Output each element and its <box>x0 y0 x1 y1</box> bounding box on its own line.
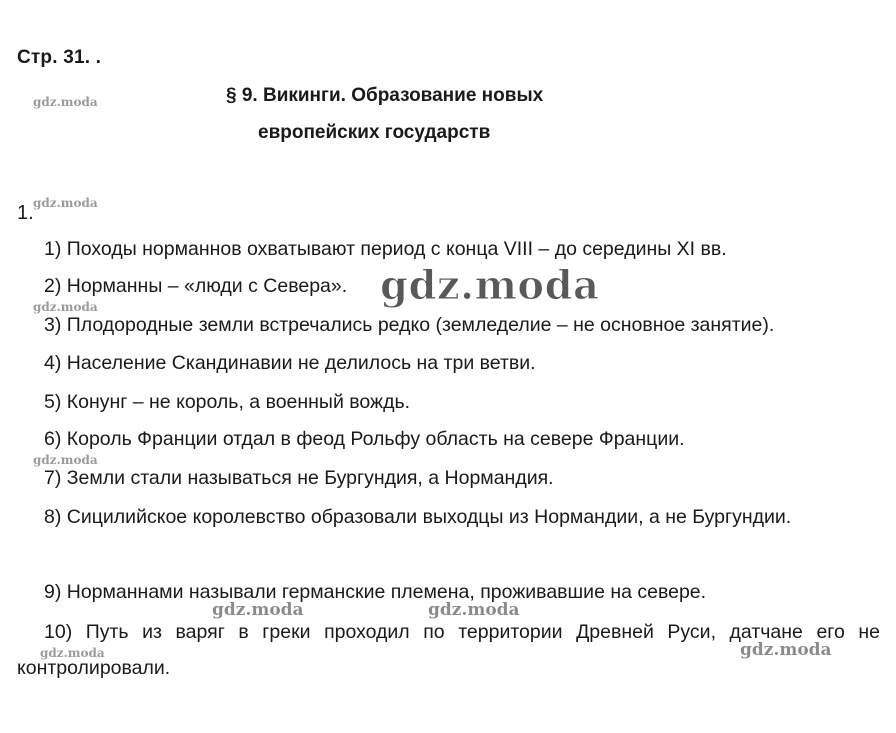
task-number: 1. <box>17 202 34 224</box>
watermark-logo: gdz.moda <box>40 646 105 660</box>
answer-item-6: 6) Король Франции отдал в феод Рольфу область на севере Франции. <box>44 428 685 450</box>
answer-item-4: 4) Население Скандинавии не делилось на три ветви. <box>44 352 536 374</box>
watermark-logo: gdz.moda <box>212 600 304 620</box>
answer-item-9: 9) Норманнами называли германские племена, проживавшие на севере. <box>44 581 707 603</box>
answer-item-5: 5) Конунг – не король, а военный вождь. <box>44 391 411 413</box>
answer-item-3: 3) Плодородные земли встречались редко (земледелие – не основное занятие). <box>44 314 775 336</box>
watermark-logo-large: gdz.moda <box>380 262 600 309</box>
watermark-logo: gdz.moda <box>740 640 832 660</box>
answer-item-2: 2) Норманны – «люди с Севера». <box>44 275 348 297</box>
watermark-logo: gdz.moda <box>33 196 98 210</box>
answer-item-7: 7) Земли стали называться не Бургундия, а Нормандия. <box>44 467 554 489</box>
watermark-logo: gdz.moda <box>33 453 98 467</box>
page-label: Стр. 31. . <box>17 47 102 68</box>
section-title-line-1: § 9. Викинги. Образование новых <box>226 85 544 106</box>
answer-item-1: 1) Походы норманнов охватывают период с конца VIII – до середины XI вв. <box>44 238 727 260</box>
watermark-logo: gdz.moda <box>33 95 98 109</box>
watermark-logo: gdz.moda <box>33 300 98 314</box>
watermark-logo: gdz.moda <box>428 600 520 620</box>
answer-item-10: 10) Путь из варяг в греки проходил по территории Древней Руси, датчане его не контролировали. <box>17 621 880 679</box>
section-title-line-2: европейских государств <box>258 122 491 143</box>
answer-item-8: 8) Сицилийское королевство образовали выходцы из Нормандии, а не Бургундии. <box>44 506 792 528</box>
